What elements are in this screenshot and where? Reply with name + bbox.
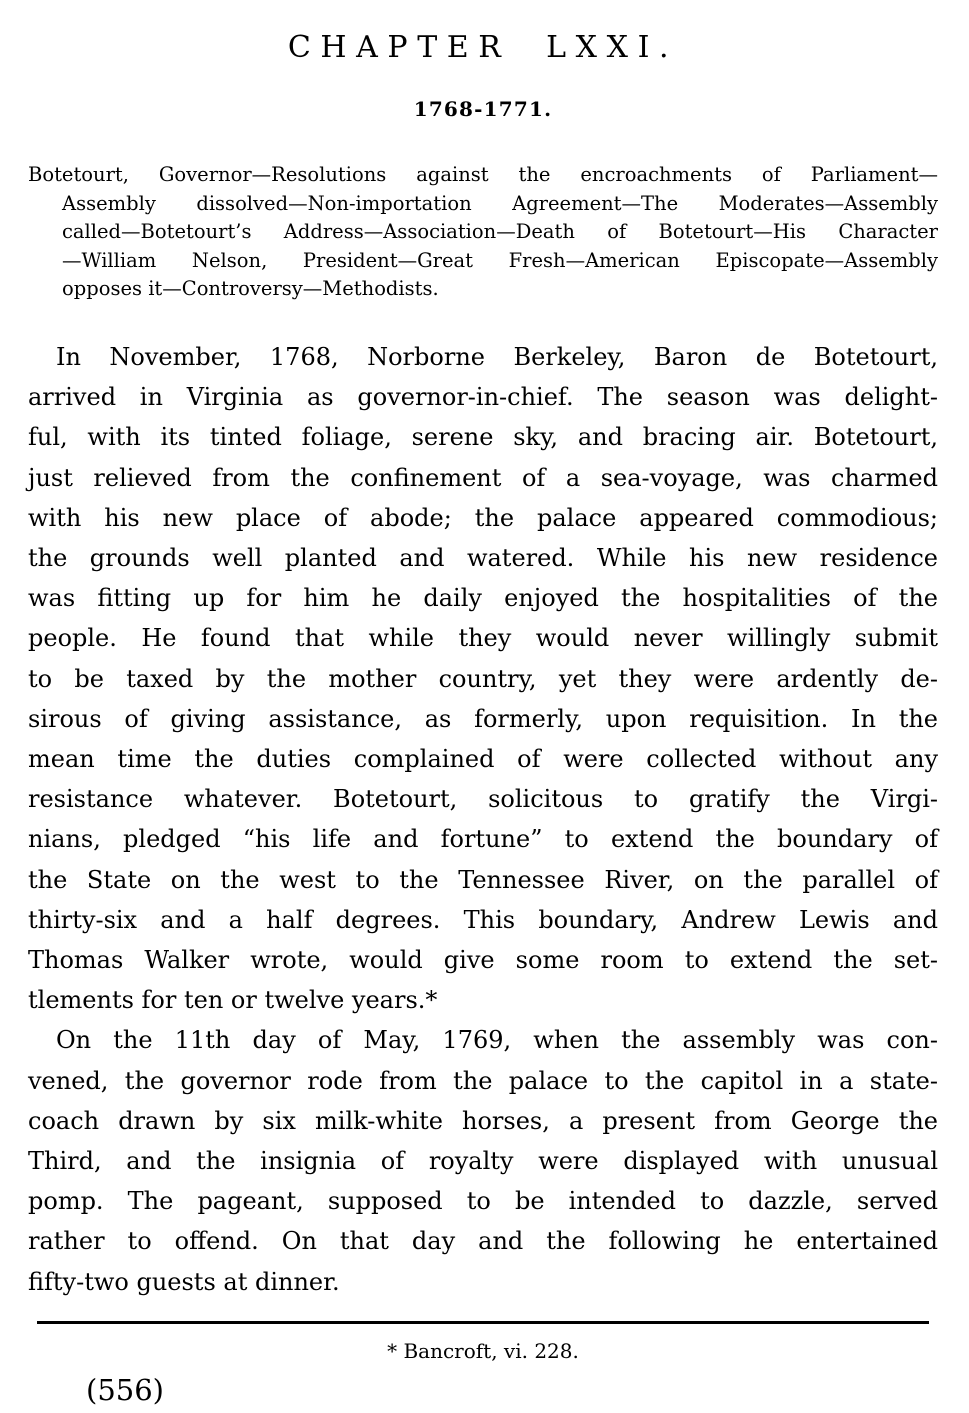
text-line: the grounds well planted and watered. While his new residence (28, 543, 938, 572)
text-line: nians, pledged “his life and fortune” to extend the boundary of (28, 825, 938, 854)
synopsis-line: —William Nelson, President—Great Fresh—American Episcopate—Assembly (62, 248, 938, 272)
text-line: just relieved from the confinement of a sea-voyage, was charmed (28, 463, 938, 492)
text-line: On the 11th day of May, 1769, when the assembly was con- (56, 1026, 938, 1055)
text-line: was fitting up for him he daily enjoyed the hospitalities of the (28, 584, 938, 613)
text-line: people. He found that while they would never willingly submit (28, 624, 938, 653)
chapter-synopsis (28, 161, 938, 304)
chapter-title: CHAPTER LXXI. (287, 30, 679, 65)
chapter-date-range: 1768-1771. (413, 97, 553, 121)
text-line: resistance whatever. Botetourt, solicitous to gratify the Virgi- (28, 785, 938, 814)
text-line: pomp. The pageant, supposed to be intended to dazzle, served (28, 1187, 938, 1216)
text-line: with his new place of abode; the palace appeared commodious; (28, 503, 938, 532)
text-line: ful, with its tinted foliage, serene sky, and bracing air. Botetourt, (28, 423, 938, 452)
paragraph-2 (28, 1020, 938, 1301)
text-line: to be taxed by the mother country, yet they were ardently de- (28, 664, 938, 693)
text-line: the State on the west to the Tennessee River, on the parallel of (28, 865, 938, 894)
body-text (28, 337, 938, 1302)
synopsis-line: Assembly dissolved—Non-importation Agreement—The Moderates—Assembly (62, 191, 938, 215)
text-line: Third, and the insignia of royalty were displayed with unusual (28, 1147, 938, 1176)
text-line: mean time the duties complained of were collected without any (28, 745, 938, 773)
text-line: thirty-six and a half degrees. This boundary, Andrew Lewis and (28, 905, 938, 934)
footnote-divider (37, 1321, 929, 1324)
text-line: fifty-two guests at dinner. (28, 1267, 340, 1296)
text-line: arrived in Virginia as governor-in-chief. The season was delight- (28, 383, 938, 412)
text-line: coach drawn by six milk-white horses, a present from George the (28, 1106, 938, 1135)
synopsis-line: opposes it—Controversy—Methodists. (62, 277, 439, 301)
text-line: vened, the governor rode from the palace to the capitol in a state- (28, 1066, 938, 1095)
text-line: rather to offend. On that day and the following he entertained (28, 1227, 938, 1256)
text-line: Thomas Walker wrote, would give some room to extend the set- (28, 946, 938, 975)
paragraph-1 (28, 337, 938, 1020)
text-line: tlements for ten or twelve years.* (28, 986, 438, 1015)
text-line: In November, 1768, Norborne Berkeley, Baron de Botetourt, (56, 342, 938, 371)
synopsis-line: called—Botetourt’s Address—Association—Death of Botetourt—His Character (62, 220, 938, 244)
text-line: sirous of giving assistance, as formerly, upon requisition. In the (28, 704, 938, 733)
synopsis-line: Botetourt, Governor—Resolutions against the encroachments of Parliament— (28, 163, 938, 186)
page-number: (556) (86, 1372, 164, 1407)
footnote: * Bancroft, vi. 228. (387, 1338, 579, 1363)
